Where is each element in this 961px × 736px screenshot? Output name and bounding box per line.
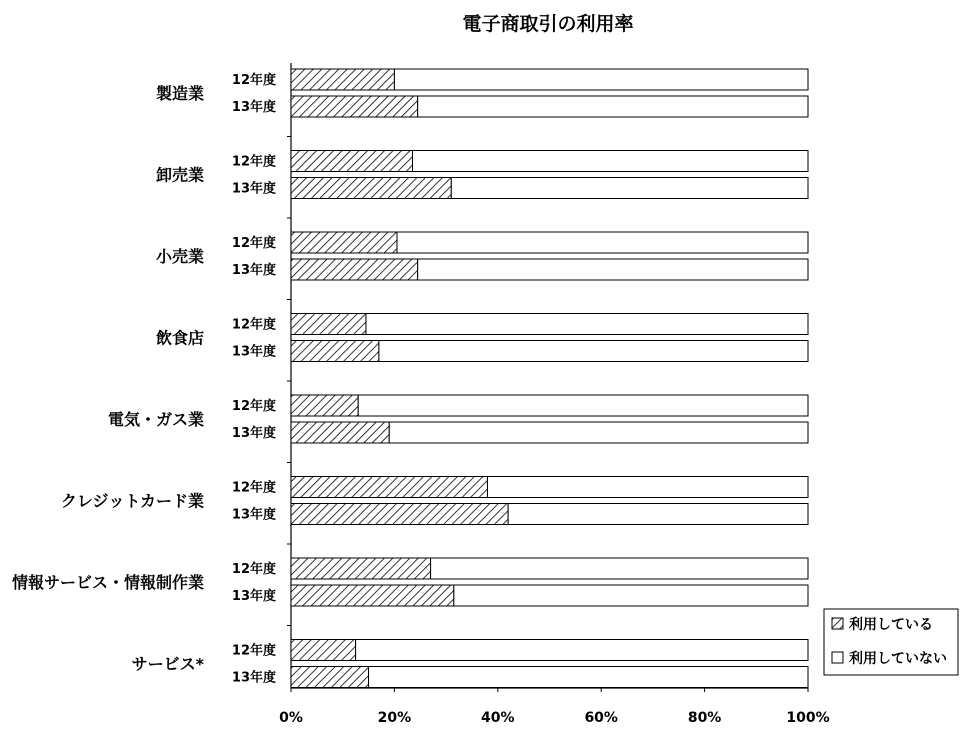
bar-unused bbox=[369, 667, 808, 688]
bar-unused bbox=[418, 259, 808, 280]
bar-used bbox=[291, 232, 397, 253]
bar-used bbox=[291, 69, 394, 90]
bar-unused bbox=[356, 640, 808, 661]
bar-used bbox=[291, 314, 366, 335]
x-tick-label: 20% bbox=[377, 710, 412, 726]
x-tick-label: 0% bbox=[279, 710, 303, 726]
category-label: 小売業 bbox=[155, 247, 204, 266]
bar-used bbox=[291, 96, 418, 117]
category-label: サービス* bbox=[131, 654, 204, 674]
year-label: 13年度 bbox=[231, 589, 276, 604]
bar-used bbox=[291, 667, 369, 688]
bar-unused bbox=[358, 395, 808, 416]
x-tick-label: 80% bbox=[687, 710, 722, 726]
plot-area bbox=[11, 63, 830, 726]
bar-unused bbox=[451, 178, 808, 199]
x-tick-label: 60% bbox=[584, 710, 618, 726]
legend-swatch-unused bbox=[832, 652, 843, 663]
x-tick-label: 40% bbox=[481, 710, 515, 726]
year-label: 13年度 bbox=[231, 426, 276, 441]
category-label: クレジットカード業 bbox=[60, 491, 204, 511]
year-label: 12年度 bbox=[231, 73, 276, 88]
bar-unused bbox=[379, 341, 808, 362]
year-label: 12年度 bbox=[231, 480, 276, 496]
bar-unused bbox=[389, 422, 808, 443]
year-label: 12年度 bbox=[231, 236, 276, 251]
category-label: 製造業 bbox=[155, 84, 204, 103]
bar-unused bbox=[418, 96, 808, 117]
bar-used bbox=[291, 395, 358, 416]
bar-used bbox=[291, 259, 418, 280]
category-label: 電気・ガス業 bbox=[107, 410, 204, 429]
category-label: 卸売業 bbox=[155, 165, 204, 185]
bar-used bbox=[291, 178, 451, 199]
bar-unused bbox=[454, 585, 808, 606]
year-label: 13年度 bbox=[231, 263, 276, 278]
legend bbox=[824, 609, 958, 675]
chart-title: 電子商取引の利用率 bbox=[462, 13, 634, 35]
bar-used bbox=[291, 477, 487, 498]
bar-unused bbox=[366, 314, 808, 335]
year-label: 13年度 bbox=[231, 181, 276, 197]
x-tick-label: 100% bbox=[786, 710, 830, 726]
legend-label-used: 利用している bbox=[849, 617, 933, 633]
bar-used bbox=[291, 422, 389, 443]
bar-used bbox=[291, 640, 356, 661]
year-label: 13年度 bbox=[231, 507, 276, 523]
bar-used bbox=[291, 558, 431, 579]
year-label: 12年度 bbox=[231, 154, 276, 170]
year-label: 13年度 bbox=[231, 344, 276, 360]
year-label: 13年度 bbox=[231, 100, 276, 115]
bar-unused bbox=[508, 504, 808, 525]
year-label: 12年度 bbox=[231, 643, 276, 659]
bar-used bbox=[291, 151, 412, 172]
year-label: 13年度 bbox=[231, 670, 276, 686]
bar-used bbox=[291, 585, 454, 606]
legend-swatch-used bbox=[832, 618, 843, 629]
bar-used bbox=[291, 341, 379, 362]
year-label: 12年度 bbox=[231, 562, 276, 577]
bar-used bbox=[291, 504, 508, 525]
bar-unused bbox=[397, 232, 808, 253]
bar-unused bbox=[487, 477, 808, 498]
bar-unused bbox=[431, 558, 808, 579]
year-label: 12年度 bbox=[231, 317, 276, 333]
legend-label-unused: 利用していない bbox=[849, 651, 947, 667]
bar-unused bbox=[412, 151, 808, 172]
bar-unused bbox=[394, 69, 808, 90]
year-label: 12年度 bbox=[231, 399, 276, 414]
category-label: 飲食店 bbox=[155, 328, 204, 348]
category-label: 情報サービス・情報制作業 bbox=[11, 573, 204, 592]
